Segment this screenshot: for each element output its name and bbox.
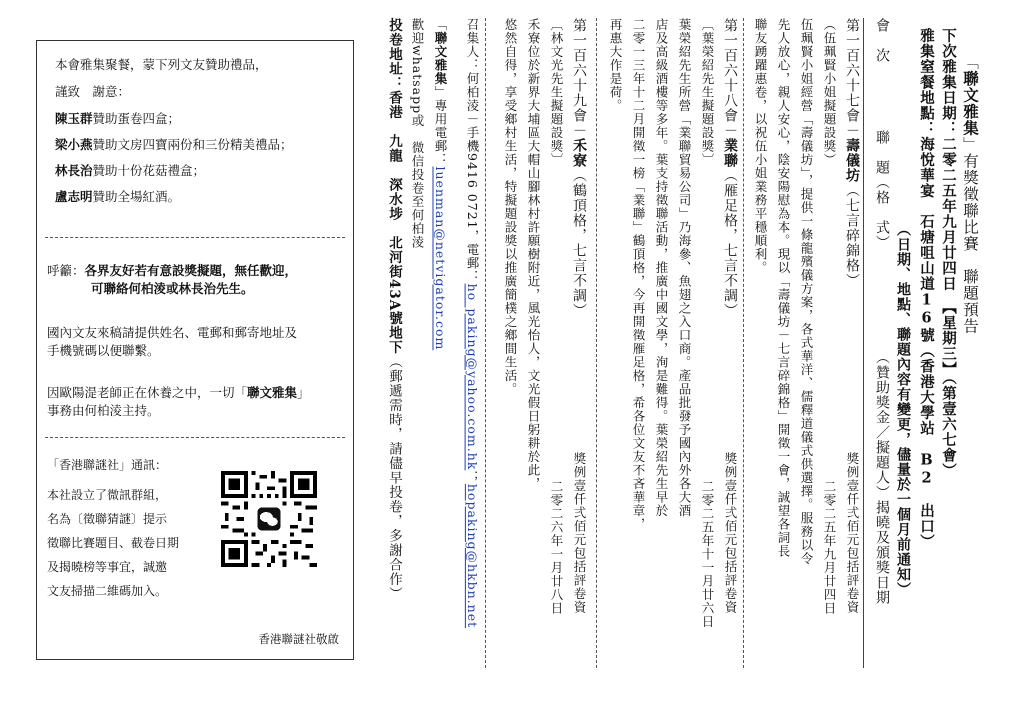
session-167-body: 先人放心，親人安心，陰安陽慰為本。現以「壽儀坊－七言碎錦格」開徵一會，誠望各詞長 — [776, 18, 791, 558]
sponsor-item — [55, 189, 341, 205]
session-168-date: 二零二五年十一月廿六日 — [700, 480, 715, 629]
sponsor-gift: 贊助文房四寶兩份和三份精美禮品； — [92, 137, 293, 152]
email-link[interactable]: ho_paking@yahoo.com.hk — [465, 283, 480, 471]
session-168-setter: 〔葉榮紹先生擬題設獎〕 — [700, 18, 715, 167]
session-167-body: 伍珮賢小姐經營「壽儀坊」，提供一條龍殯儀方案，各式華洋、儒釋道儀式供選擇。服務以令 — [799, 18, 814, 566]
sponsor-notice-box — [36, 40, 354, 660]
email-link[interactable]: luenman@netvigator.com — [433, 166, 448, 351]
session-168-body: 再惠大作是荷。 — [608, 18, 623, 113]
next-date: 下次雅集日期：二零二五年九月廿四日 【星期三】（第壹六七會） — [940, 28, 957, 479]
society-title: 「香港聯謎社」通訊： — [47, 458, 168, 472]
divider — [743, 18, 744, 668]
session-167-body: 聯友踴躍惠卷，以祝伍小姐業務平穩順利。 — [753, 18, 768, 275]
sponsor-item — [55, 163, 341, 179]
society-line: 本社設立了微訊群組， — [47, 488, 168, 502]
session-167-date: 二零二五年九月廿四日 — [822, 480, 837, 615]
signature: 香港聯謎社敬啟 — [258, 632, 339, 646]
convener: 召集人：何柏淩－手機9416 0721，電郵：ho_paking@yahoo.com.hk；hopaking@hkbn.net — [465, 18, 480, 629]
appeal-line-2: 可聯絡何柏淩或林長治先生。 — [91, 281, 254, 296]
dedicated-email: 「聯文雅集」專用電郵：luenman@netvigator.com — [433, 18, 448, 351]
domestic-note-1: 國內文友來稿請提供姓名、電郵和郵寄地址及 — [47, 325, 298, 340]
society-notice — [47, 483, 179, 603]
divider — [45, 437, 345, 438]
session-169-title: 第一百六十九會－禾寮（鶴頂格，七言不調） — [571, 18, 587, 318]
sponsor-item — [55, 137, 341, 153]
change-notice: （日期、地點、聯題內容有變更，儘量於一個月前通知） — [895, 222, 911, 597]
wechat-icon — [257, 507, 280, 530]
session-168-body: 店及高級酒樓等多年。葉支持徵聯活動，推廣中國文學，洵是難得。葉榮紹先生早於 — [654, 18, 669, 518]
appeal-text-1: 各界友好若有意設獎擬題，無任歡迎， — [84, 263, 298, 278]
session-169-prize: 獎例壹仟弍佰元包括評卷資 — [572, 452, 587, 614]
session-168-title: 第一百六十八會－業聯（雁足格，七言不調） — [722, 18, 738, 318]
session-168-body: 葉榮紹先生所營「業聯貿易公司」乃海參、魚翅之入口商。產品批發予國內外各大酒 — [677, 18, 692, 518]
divider — [45, 237, 345, 238]
head-theme: 聯 題（格 式） — [874, 130, 890, 250]
society-line: 徵聯比賽題目、截卷日期 — [47, 536, 180, 550]
thanks-line: 謹致 謝意： — [55, 84, 131, 99]
society-line: 及揭曉榜等事宜，誠邀 — [47, 560, 168, 574]
appeal-label: 呼籲： — [47, 263, 85, 278]
domestic-note-2: 手機號碼以便聯繫。 — [47, 343, 160, 358]
session-168-prize: 獎例壹仟弍佰元包括評卷資 — [723, 452, 738, 614]
sponsor-name: 梁小燕 — [55, 137, 93, 152]
venue: 雅集窒餐地點：海悅華宴 石塘咀山道16號（香港大學站 B2 出口） — [918, 28, 935, 550]
head-sponsor-date: （贊助獎金／擬題人）揭曉及頒獎日期 — [874, 350, 890, 605]
whatsapp-note: 歡迎whatsapp或 微信投卷至何柏淩 — [410, 18, 425, 250]
sponsor-name: 陳玉群 — [55, 111, 93, 126]
sponsor-name: 盧志明 — [55, 189, 93, 204]
session-168-body: 二零一三年十二月開徵一榜「業聯」鶴頂格，今再開徵雁足格，希各位文友不吝華章， — [631, 18, 646, 531]
session-169-date: 二零二六年一月廿八日 — [549, 480, 564, 615]
submission-address: 投卷地址：香港 九龍 深水埗 北河街43A號地下（郵遞需時，請儘早投卷，多謝合作） — [386, 18, 402, 602]
session-169-body: 悠然自得，享受鄉村生活，特擬題設獎以推廣簡樸之鄉間生活。 — [503, 18, 518, 396]
sponsor-gift: 贊助十份花菇禮盒； — [92, 163, 206, 178]
society-line: 名為〔徵聯猜謎〕提示 — [47, 512, 168, 526]
main-title: 「聯文雅集」有獎徵聯比賽 聯題預告 — [961, 54, 980, 335]
sponsor-intro: 本會雅集聚餐，蒙下列文友贊助禮品， — [55, 57, 268, 72]
session-167-prize: 獎例壹仟弍佰元包括評卷資 — [845, 452, 860, 614]
session-169-setter: 〔林文光先生擬題設獎〕 — [549, 18, 564, 167]
leave-note-1: 因歐陽湜老師正在休養之中，一切「聯文雅集」 — [47, 385, 310, 400]
wechat-qr-code[interactable] — [221, 471, 317, 567]
society-line: 文友掃描二維碼加入。 — [47, 584, 168, 598]
session-169-body: 禾寮位於新界大埔區大帽山腳林村許願樹附近，風光怡人，文光假日躬耕於此， — [526, 18, 541, 491]
sponsor-item — [55, 111, 341, 127]
sponsor-gift: 贊助蛋卷四盒； — [92, 111, 181, 126]
divider — [485, 18, 486, 668]
appeal — [47, 263, 341, 279]
leave-note-2: 事務由何柏淩主持。 — [47, 403, 160, 418]
head-session: 會 次 — [874, 18, 890, 63]
email-link[interactable]: hopaking@hkbn.net — [465, 483, 480, 629]
session-167-title: 第一百六十七會－壽儀坊（七言碎錦格） — [844, 18, 860, 288]
session-167-setter: （伍珮賢小姐擬題設獎） — [822, 18, 837, 167]
sponsor-name: 林長治 — [55, 163, 93, 178]
sponsor-gift: 贊助全場紅酒。 — [92, 189, 181, 204]
divider — [596, 18, 597, 668]
